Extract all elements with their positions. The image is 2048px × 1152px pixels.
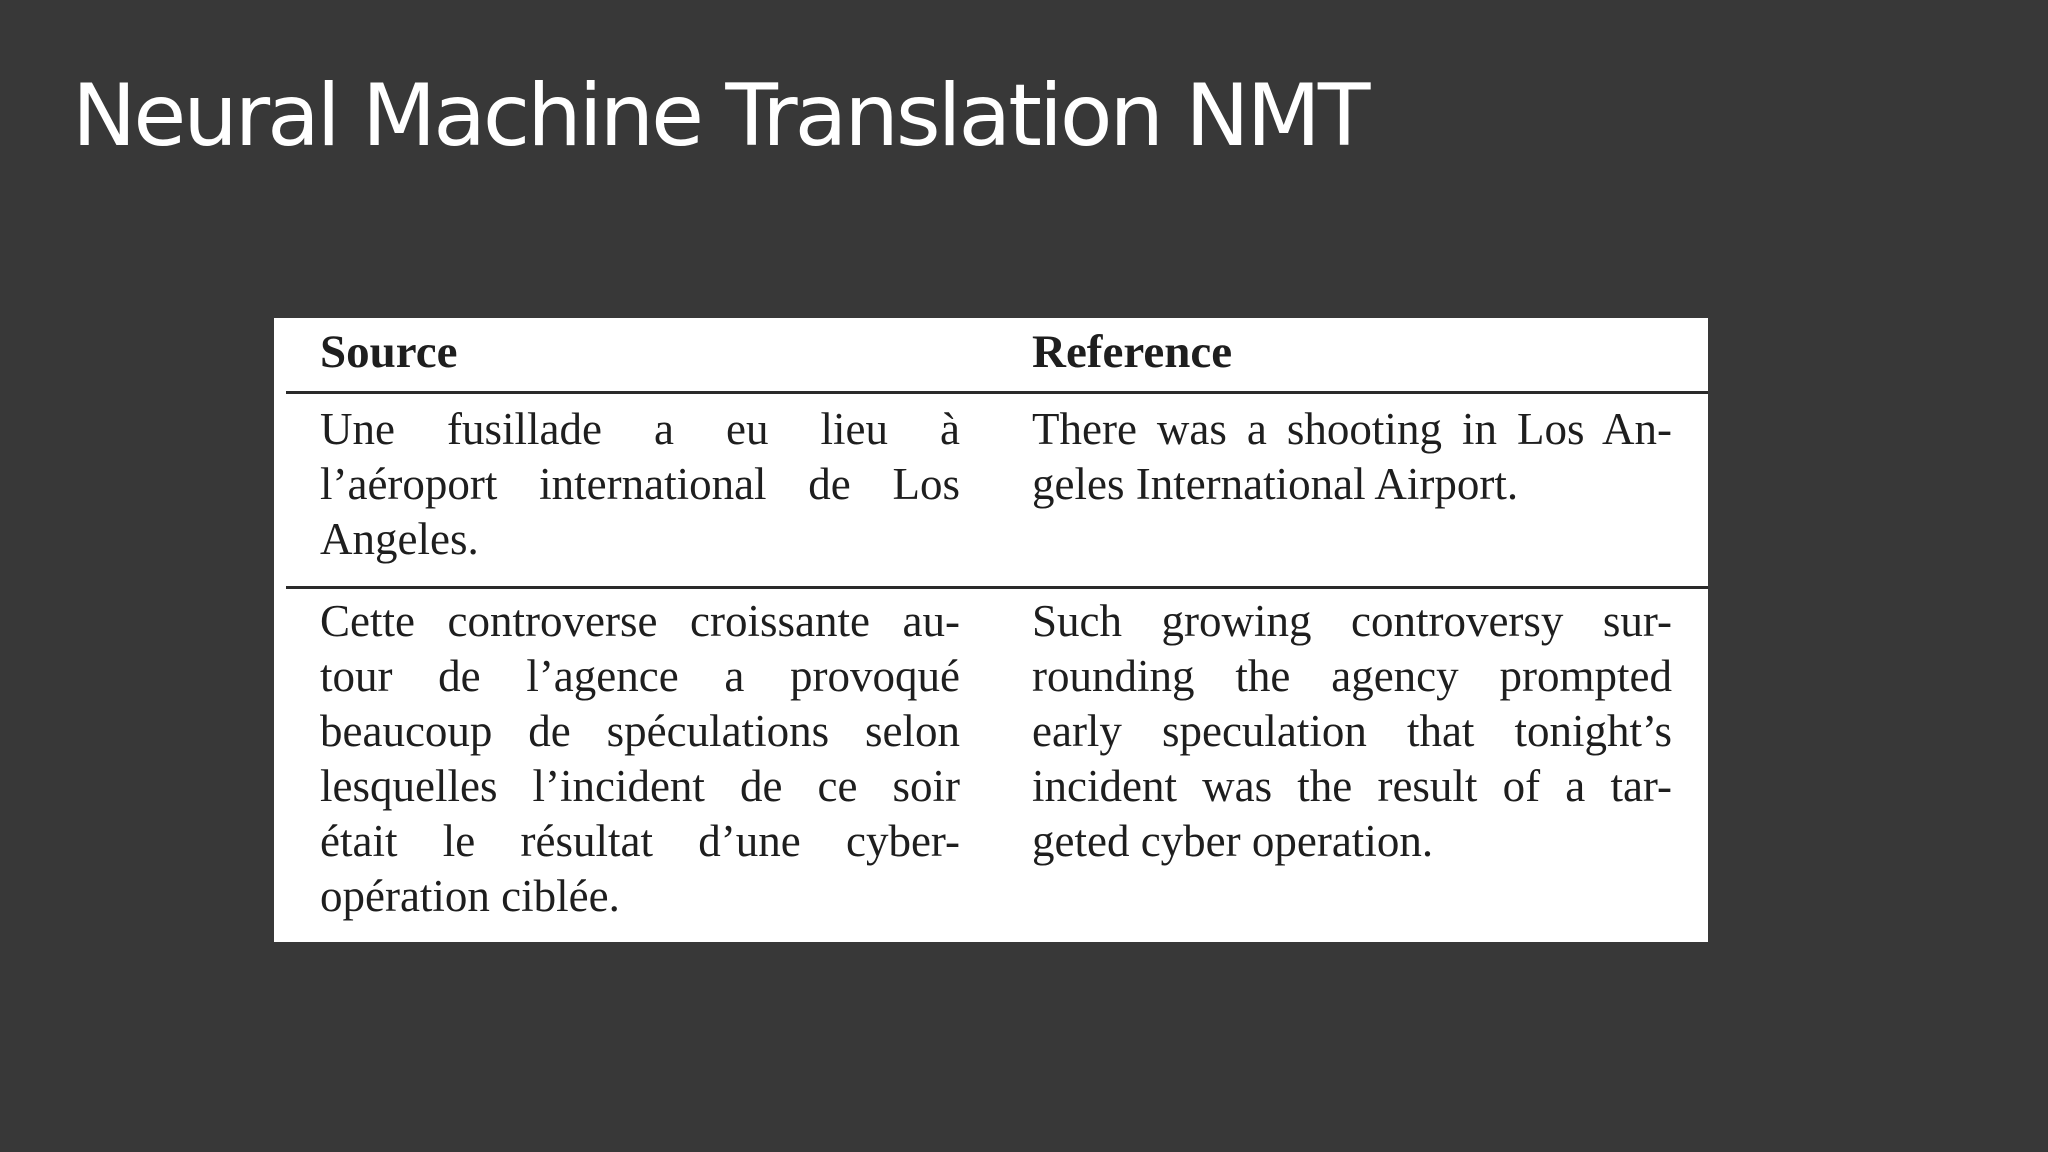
- reference-line: geted cyber operation.: [1032, 816, 1434, 866]
- row-1-source-cell: [320, 402, 960, 567]
- source-line: Angeles.: [320, 514, 479, 564]
- source-line: Une fusillade a eu lieu à: [320, 404, 960, 454]
- row-divider-rule: [286, 586, 1708, 589]
- row-2-reference-cell: [1032, 594, 1672, 869]
- reference-line: rounding the agency prompted: [1032, 651, 1672, 701]
- source-column-header: Source: [320, 326, 458, 378]
- header-rule: [286, 391, 1708, 394]
- reference-line: incident was the result of a tar-: [1032, 761, 1672, 811]
- row-2-source-cell: [320, 594, 960, 924]
- source-line: Cette controverse croissante au-: [320, 596, 960, 646]
- source-line: beaucoup de spéculations selon: [320, 706, 960, 756]
- source-line: opération ciblée.: [320, 871, 620, 921]
- slide-title: Neural Machine Translation NMT: [72, 66, 1368, 166]
- reference-line: There was a shooting in Los An-: [1032, 404, 1672, 454]
- reference-line: Such growing controversy sur-: [1032, 596, 1672, 646]
- row-1-reference-cell: [1032, 402, 1672, 512]
- reference-line: geles International Airport.: [1032, 459, 1519, 509]
- translation-table: [274, 318, 1708, 942]
- source-line: lesquelles l’incident de ce soir: [320, 761, 960, 811]
- source-line: était le résultat d’une cyber-: [320, 816, 960, 866]
- source-line: l’aéroport international de Los: [320, 459, 960, 509]
- reference-column-header: Reference: [1032, 326, 1233, 378]
- reference-line: early speculation that tonight’s: [1032, 706, 1672, 756]
- source-line: tour de l’agence a provoqué: [320, 651, 960, 701]
